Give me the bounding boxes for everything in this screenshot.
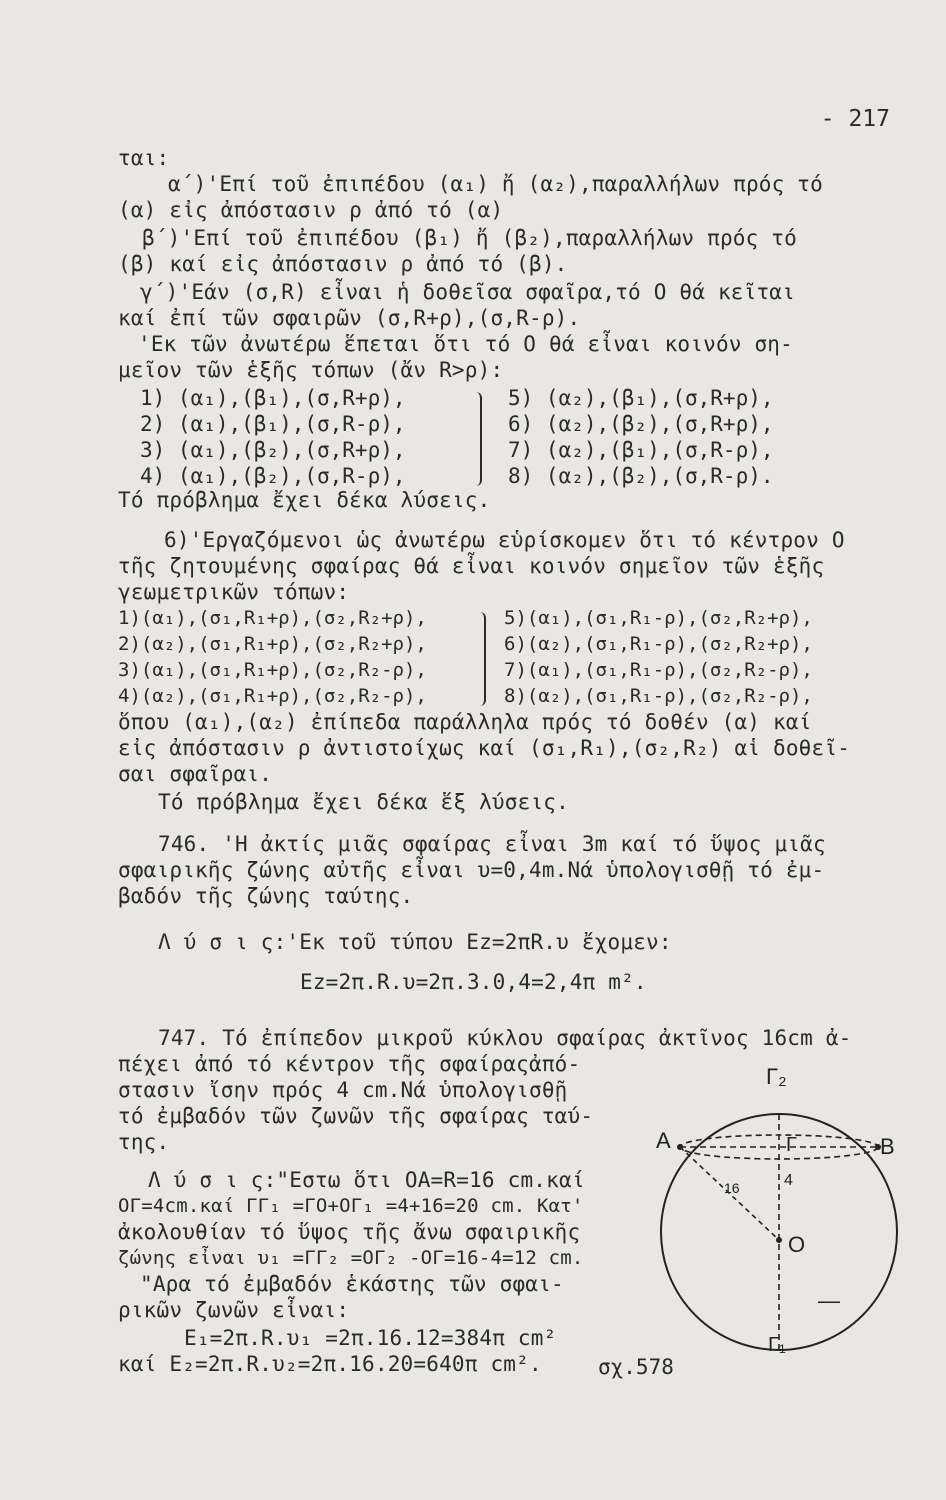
solution-line: ἀκολουθίαν τό ὕψος τῆς ἄνω σφαιρικῆς (118, 1220, 581, 1244)
text-line: (β) καί εἰς ἀπόστασιν ρ ἀπό τό (β). (118, 252, 568, 276)
text-line: Τό πρόβλημα ἔχει δέκα λύσεις. (118, 488, 491, 512)
figure-caption: σχ.578 (598, 1355, 674, 1379)
loci-item: 7)(α₁),(σ₁,R₁-ρ),(σ₂,R₂-ρ), (504, 659, 813, 681)
text-line: β΄)'Επί τοῦ ἐπιπέδου (β₁) ἤ (β₂),παραλλήλων πρός τό (142, 226, 797, 250)
label-g: Γ (786, 1134, 798, 1156)
loci-item: 2)(α₂),(σ₁,R₁+ρ),(σ₂,R₂+ρ), (118, 633, 427, 655)
loci-item: 6)(α₂),(σ₁,R₁-ρ),(σ₂,R₂+ρ), (504, 633, 813, 655)
text-line: α΄)'Επί τοῦ ἐπιπέδου (α₁) ἤ (α₂),παραλλήλων πρός τό (168, 172, 823, 196)
text-line: Τό πρόβλημα ἔχει δέκα ἕξ λύσεις. (158, 790, 569, 814)
sphere-figure (648, 1062, 898, 1362)
loci-item: 7) (α₂),(β₁),(σ,R-ρ), (508, 438, 774, 462)
text-line: ται: (118, 146, 170, 170)
sphere-diagram (648, 1062, 898, 1362)
formula-line: καί E₂=2π.R.υ₂=2π.16.20=640π cm². (118, 1352, 542, 1376)
solution-line: "Αρα τό ἐμβαδόν ἑκάστης τῶν σφαι- (140, 1272, 564, 1296)
loci-item: 8)(α₂),(σ₁,R₁-ρ),(σ₂,R₂-ρ), (504, 685, 813, 707)
problem-line: στασιν ἴσην πρός 4 cm.Νά ὑπολογισθῇ (118, 1078, 568, 1102)
label-a: A (656, 1128, 671, 1153)
loci-item: 8) (α₂),(β₂),(σ,R-ρ). (508, 464, 774, 488)
solution-line: ΟΓ=4cm.καί ΓΓ₁ =ΓΟ+ΟΓ₁ =4+16=20 cm. Κατ' (118, 1195, 584, 1217)
formula-line: E₁=2π.R.υ₁ =2π.16.12=384π cm² (184, 1326, 557, 1350)
label-height: 4 (784, 1172, 793, 1189)
text-line: 'Εκ τῶν ἀνωτέρω ἕπεται ὅτι τό Ο θά εἶναι κοινόν ση- (138, 332, 793, 356)
loci-item: 3) (α₁),(β₂),(σ,R+ρ), (140, 438, 406, 462)
label-dash: — (818, 1288, 840, 1313)
solution-line: Λ ύ σ ι ς:'Εκ τοῦ τύπου Ez=2πR.υ ἔχομεν: (158, 930, 672, 954)
problem-line: της. (118, 1130, 170, 1154)
text-line: σαι σφαῖραι. (118, 762, 273, 786)
label-g1: Γ₁ (768, 1334, 786, 1356)
problem-line: τό ἐμβαδόν τῶν ζωνῶν τῆς σφαίρας ταύ- (118, 1104, 594, 1128)
text-line: τῆς ζητουμένης σφαίρας θά εἶναι κοινόν σημεῖον τῶν ἑξῆς (118, 554, 825, 578)
solution-line: ρικῶν ζωνῶν εἶναι: (118, 1298, 350, 1322)
text-line: γ΄)'Εάν (σ,R) εἶναι ἡ δοθεῖσα σφαῖρα,τό Ο θά κεῖται (140, 280, 795, 304)
label-g2: Γ₂ (766, 1064, 787, 1089)
label-o: Ο (788, 1232, 806, 1257)
page-number: - 217 (820, 106, 890, 132)
text-line: 6)'Εργαζόμενοι ὡς ἀνωτέρω εὑρίσκομεν ὅτι τό κέντρον Ο (164, 528, 845, 552)
loci-item: 3)(α₁),(σ₁,R₁+ρ),(σ₂,R₂-ρ), (118, 659, 427, 681)
problem-line: 747. Τό ἐπίπεδον μικροῦ κύκλου σφαίρας ἀκτῖνος 16cm ἀ- (158, 1026, 852, 1050)
loci-item: 6) (α₂),(β₂),(σ,R+ρ), (508, 412, 774, 436)
text-line: (α) εἰς ἀπόστασιν ρ ἀπό τό (α) (118, 198, 504, 222)
problem-line: σφαιρικῆς ζώνης αὐτῆς εἶναι υ=0,4m.Νά ὑπολογισθῇ τό ἐμ- (118, 858, 825, 882)
label-b: B (880, 1134, 895, 1159)
text-line: ὅπου (α₁),(α₂) ἐπίπεδα παράλληλα πρός τό δοθέν (α) καί (118, 710, 812, 734)
text-line: μεῖον τῶν ἑξῆς τόπων (ἄν R>ρ): (118, 358, 504, 382)
problem-line: 746. 'Η ἀκτίς μιᾶς σφαίρας εἶναι 3m καί τό ὕψος μιᾶς (158, 832, 826, 856)
text-line: καί ἐπί τῶν σφαιρῶν (σ,R+ρ),(σ,R-ρ). (118, 306, 581, 330)
brace (478, 612, 486, 706)
loci-item: 1) (α₁),(β₁),(σ,R+ρ), (140, 386, 406, 410)
formula-line: Ez=2π.R.υ=2π.3.0,4=2,4π m². (300, 970, 647, 994)
problem-line: πέχει ἀπό τό κέντρον τῆς σφαίραςἀπό- (118, 1052, 581, 1076)
text-line: γεωμετρικῶν τόπων: (118, 580, 350, 604)
loci-item: 4)(α₂),(σ₁,R₁+ρ),(σ₂,R₂-ρ), (118, 685, 427, 707)
problem-line: βαδόν τῆς ζώνης ταύτης. (118, 884, 414, 908)
loci-item: 5) (α₂),(β₁),(σ,R+ρ), (508, 386, 774, 410)
loci-item: 2) (α₁),(β₁),(σ,R-ρ), (140, 412, 406, 436)
solution-line: Λ ύ σ ι ς:"Εστω ὅτι ΟΑ=R=16 cm.καί (148, 1168, 585, 1192)
brace (472, 392, 482, 486)
loci-item: 1)(α₁),(σ₁,R₁+ρ),(σ₂,R₂+ρ), (118, 607, 427, 629)
label-radius: 16 (724, 1180, 740, 1196)
solution-line: ζώνης εἶναι υ₁ =ΓΓ₂ =ΟΓ₂ -ΟΓ=16-4=12 cm. (118, 1247, 584, 1269)
loci-item: 4) (α₁),(β₂),(σ,R-ρ), (140, 464, 406, 488)
loci-item: 5)(α₁),(σ₁,R₁-ρ),(σ₂,R₂+ρ), (504, 607, 813, 629)
text-line: εἰς ἀπόστασιν ρ ἀντιστοίχως καί (σ₁,R₁),(σ₂,R₂) αἱ δοθεῖ- (118, 736, 851, 760)
